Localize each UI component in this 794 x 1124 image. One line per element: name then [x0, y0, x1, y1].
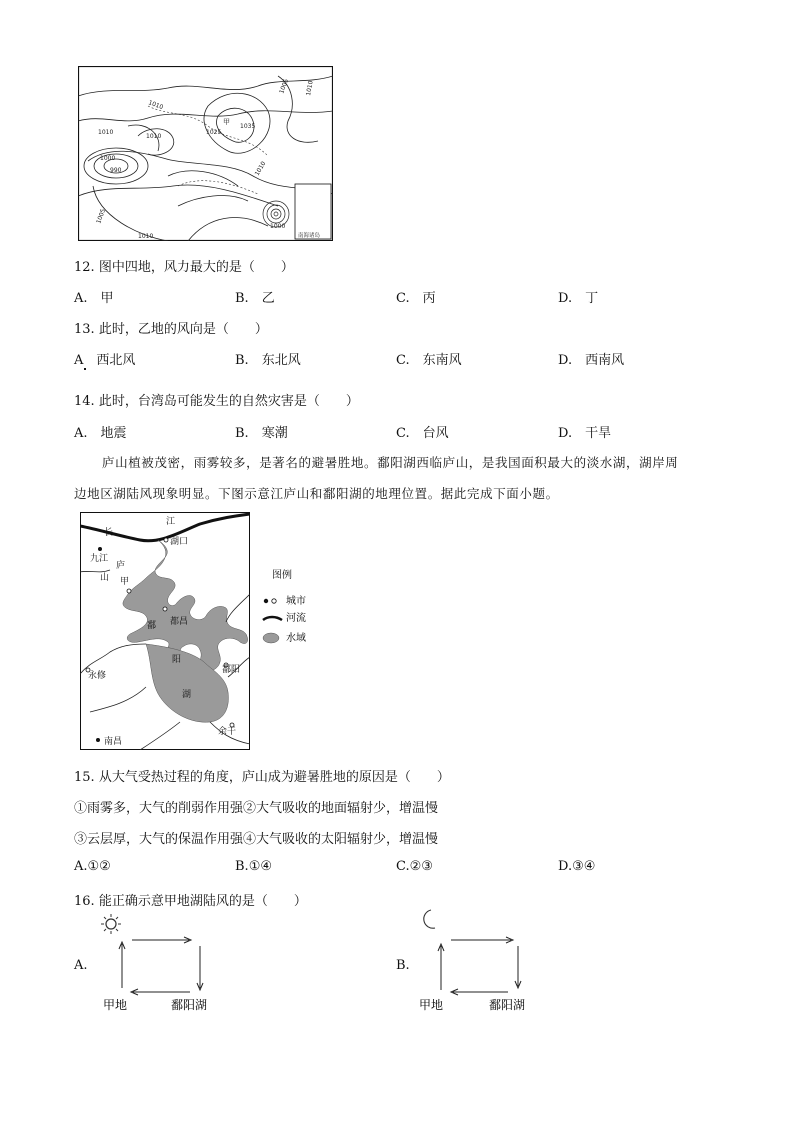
label-lake-b: 鄱阳湖: [489, 998, 526, 1012]
option-c: C. 丙: [396, 291, 436, 306]
option-a: A 西北风: [74, 353, 136, 368]
legend-city: 城市: [286, 596, 306, 607]
label-hu: 湖: [182, 690, 192, 700]
isobar-label: 1010: [305, 80, 315, 97]
legend-river: 河流: [286, 613, 306, 624]
option-b: B. 东北风: [235, 353, 301, 368]
moon-icon: [424, 910, 435, 928]
question-14-stem: [74, 390, 359, 409]
question-text: 此时，台湾岛可能发生的自然灾害是（ ）: [98, 394, 359, 409]
isobar-label: 1025: [206, 129, 222, 136]
label-poyang-town: 鄱阳: [222, 665, 241, 675]
isobar-label: 1010: [253, 160, 268, 177]
legend-water: 水域: [286, 633, 306, 644]
question-number: 12.: [74, 260, 95, 275]
sun-icon: [101, 914, 121, 934]
option-d: D. 西南风: [558, 353, 625, 368]
isobar-label: 1010: [147, 99, 165, 112]
label-land-b: 甲地: [419, 998, 444, 1012]
option-c: C.②③: [396, 859, 433, 874]
diagram-b: [413, 906, 543, 1016]
point-jia-label: 甲: [223, 118, 230, 126]
label-jia: 甲: [120, 577, 130, 587]
isobar-label: 1000: [270, 223, 286, 230]
question-number: 16.: [74, 894, 95, 909]
option-b: B. 乙: [235, 291, 275, 306]
option-d: D.③④: [558, 859, 596, 874]
question-13-stem: [74, 318, 268, 337]
isobar-label: 990: [110, 167, 122, 174]
question-12-stem: [74, 256, 294, 275]
option-a: A.①②: [74, 859, 111, 874]
label-po: 鄱: [147, 621, 157, 631]
option-a: A. 甲: [74, 291, 114, 306]
isobar-label: 1010: [98, 129, 114, 136]
question-text: 图中四地，风力最大的是（ ）: [98, 260, 294, 275]
option-b: B. 寒潮: [235, 426, 288, 441]
option-a: A. 地震: [74, 426, 127, 441]
option-b: B.①④: [235, 859, 272, 874]
label-jiujiang: 九江: [90, 554, 109, 564]
legend-title: 图例: [272, 570, 292, 581]
label-shan: 山: [100, 573, 110, 583]
question-number: 15.: [74, 770, 95, 785]
passage-line-2: 边地区湖陆风现象明显。下图示意江庐山和鄱阳湖的地理位置。据此完成下面小题。: [74, 486, 559, 501]
label-land-a: 甲地: [103, 998, 128, 1012]
isobar-label: 1000: [100, 155, 116, 162]
weather-map: [78, 66, 333, 241]
question-text: 能正确示意甲地湖陆风的是（ ）: [98, 894, 307, 909]
option-c: C. 东南风: [396, 353, 462, 368]
statement-line-2: ③云层厚，大气的保温作用强④大气吸收的太阳辐射少，增温慢: [74, 832, 439, 847]
option-b-letter: B.: [396, 958, 410, 973]
label-yongxiu: 永修: [88, 671, 107, 681]
isobar-label: 1010: [146, 133, 162, 140]
isobar-label: 1005: [95, 207, 108, 225]
option-c: C. 台风: [396, 426, 449, 441]
question-16-stem: [74, 890, 307, 909]
isobar-label: 1010: [138, 233, 154, 240]
isobar-label: 1035: [240, 123, 256, 130]
question-number: 14.: [74, 394, 95, 409]
label-chang: 长: [104, 528, 114, 538]
inset-label: 南海诸岛: [298, 233, 321, 239]
option-a-letter: A.: [74, 958, 88, 973]
question-number: 13.: [74, 322, 95, 337]
legend: [260, 590, 330, 650]
question-text: 从大气受热过程的角度，庐山成为避暑胜地的原因是（ ）: [98, 770, 450, 785]
option-d: D. 干旱: [558, 426, 612, 441]
poyang-lake-map: [80, 512, 250, 750]
label-lake-a: 鄱阳湖: [171, 998, 208, 1012]
label-yugan: 余干: [218, 727, 237, 737]
question-text: 此时，乙地的风向是（ ）: [98, 322, 268, 337]
label-nanchang: 南昌: [104, 737, 123, 747]
option-d: D. 丁: [558, 291, 599, 306]
passage-line-1: 庐山植被茂密，雨雾较多，是著名的避暑胜地。鄱阳湖西临庐山，是我国面积最大的淡水湖，湖岸周: [102, 455, 679, 470]
label-lu: 庐: [116, 561, 126, 571]
label-yang: 阳: [172, 655, 182, 665]
label-duchang: 都昌: [170, 617, 189, 627]
label-hukou: 湖口: [170, 537, 189, 547]
diagram-a: [95, 910, 225, 1015]
question-15-stem: [74, 766, 450, 785]
label-jiang: 江: [166, 517, 176, 527]
statement-line-1: ①雨雾多，大气的削弱作用强②大气吸收的地面辐射少，增温慢: [74, 801, 439, 816]
dot-mark: [84, 368, 86, 370]
isobar-label: 1005: [278, 77, 291, 95]
